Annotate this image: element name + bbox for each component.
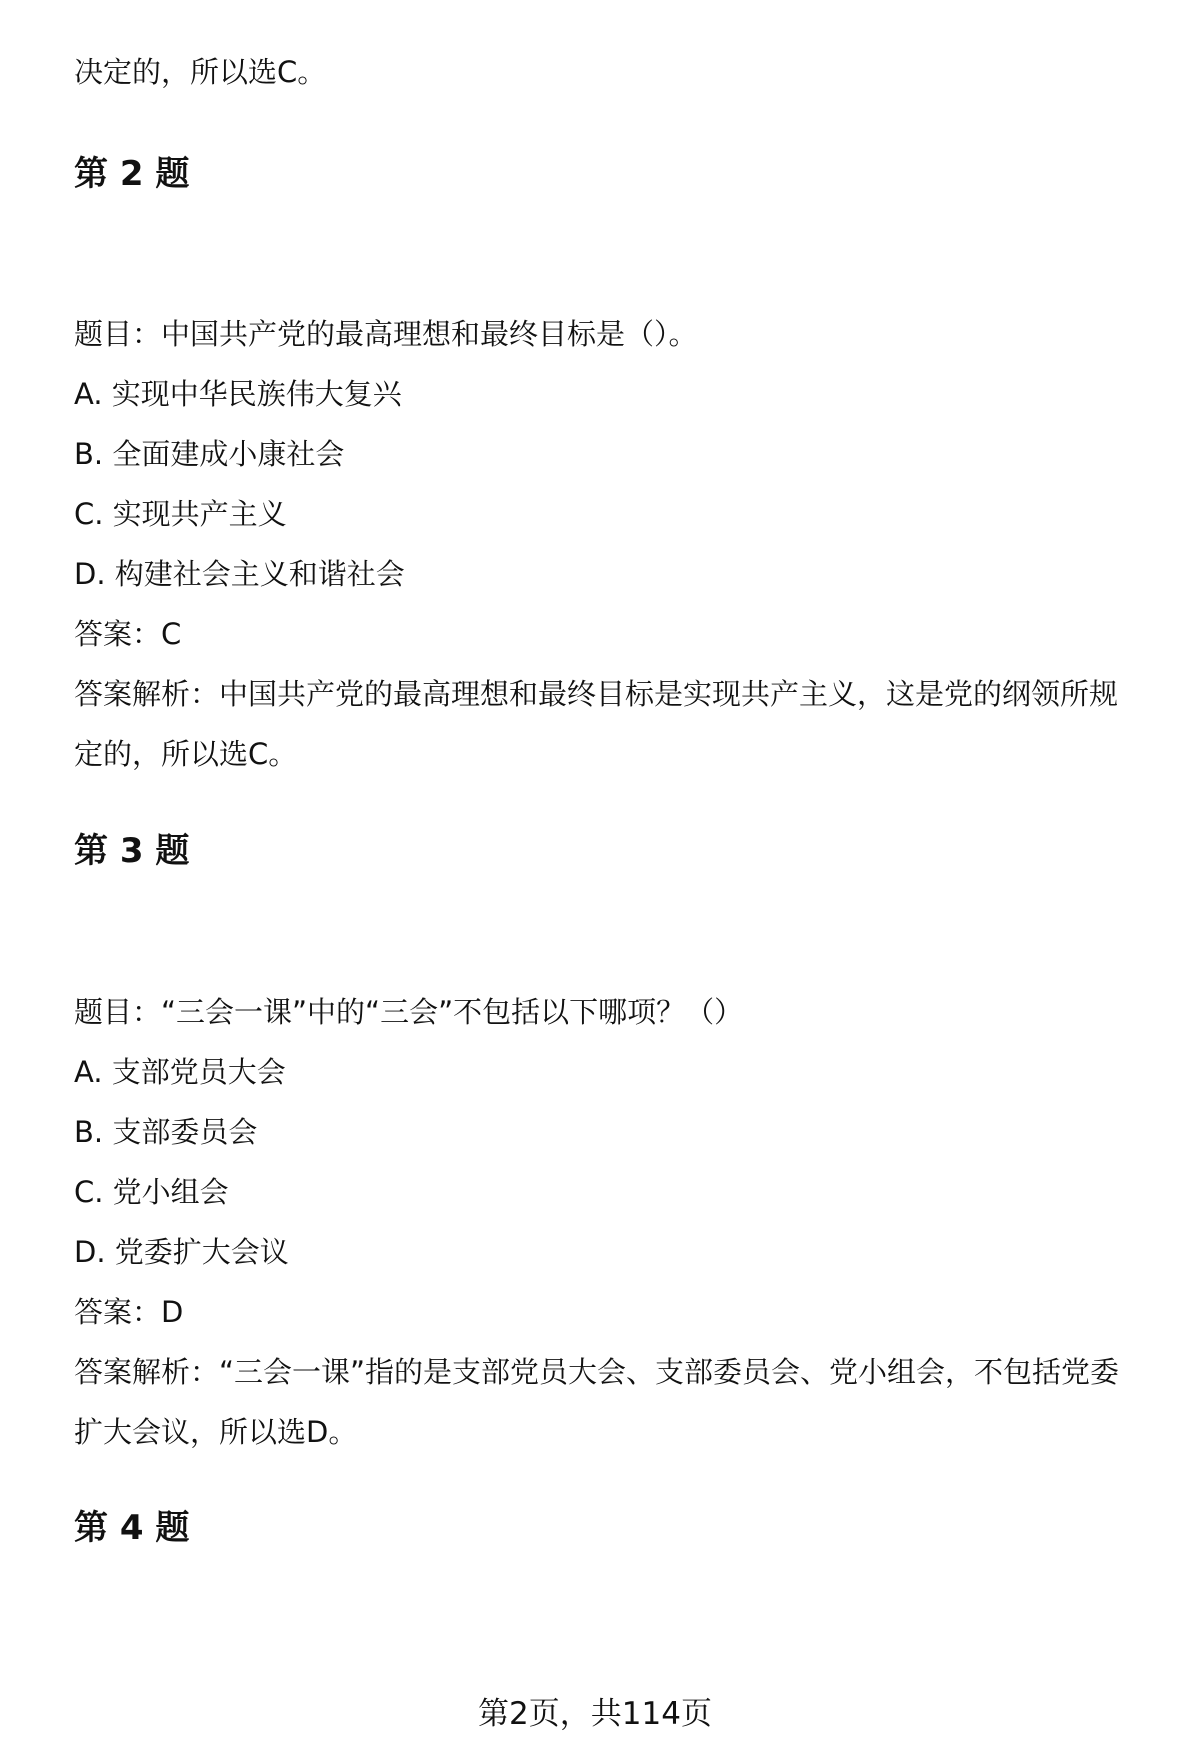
question-2-option-c: C. 实现共产主义 (74, 497, 287, 531)
page-number-footer: 第2页，共114页 (478, 1696, 712, 1732)
question-3-option-b: B. 支部委员会 (74, 1115, 258, 1149)
question-2-option-b: B. 全面建成小康社会 (74, 437, 345, 471)
question-3-heading: 第 3 题 (74, 831, 190, 871)
question-2-option-a: A. 实现中华民族伟大复兴 (74, 377, 402, 411)
question-3-analysis-line-1: 答案解析：“三会一课”指的是支部党员大会、支部委员会、党小组会，不包括党委 (74, 1355, 1120, 1389)
question-2-analysis-line-2: 定的，所以选C。 (74, 737, 298, 771)
question-2-analysis-line-1: 答案解析：中国共产党的最高理想和最终目标是实现共产主义，这是党的纲领所规 (74, 677, 1119, 711)
question-2-heading: 第 2 题 (74, 154, 190, 194)
previous-analysis-continuation: 决定的，所以选C。 (74, 55, 327, 89)
question-2-text: 题目：中国共产党的最高理想和最终目标是（）。 (74, 317, 698, 351)
question-3-option-c: C. 党小组会 (74, 1175, 229, 1209)
question-2-option-d: D. 构建社会主义和谐社会 (74, 557, 405, 591)
question-3-option-a: A. 支部党员大会 (74, 1055, 286, 1089)
question-3-answer: 答案：D (74, 1295, 184, 1329)
question-4-heading: 第 4 题 (74, 1508, 190, 1548)
question-3-text: 题目：“三会一课”中的“三会”不包括以下哪项？（） (74, 995, 744, 1029)
question-3-option-d: D. 党委扩大会议 (74, 1235, 289, 1269)
question-2-answer: 答案：C (74, 617, 182, 651)
question-3-analysis-line-2: 扩大会议，所以选D。 (74, 1415, 358, 1449)
